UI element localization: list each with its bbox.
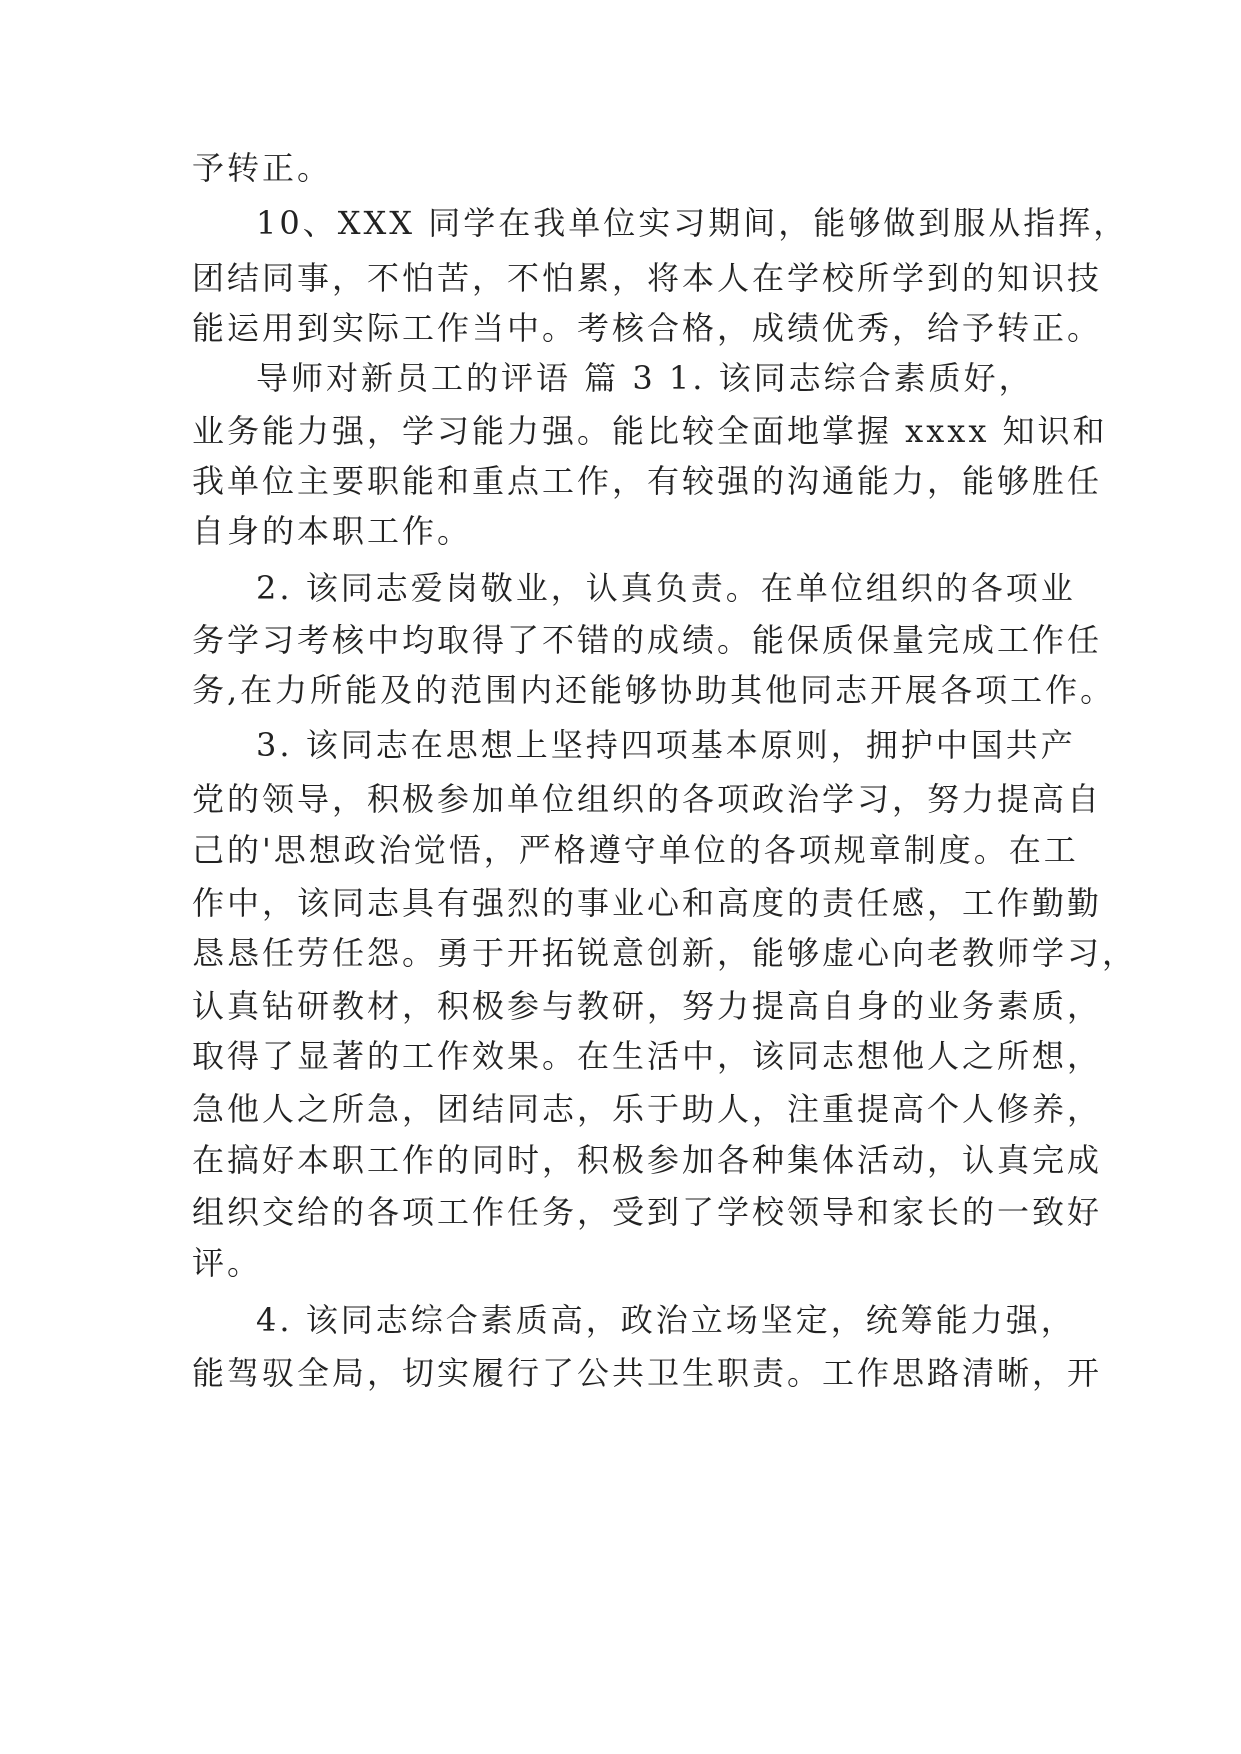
text-line: 团结同事，不怕苦，不怕累，将本人在学校所学到的知识技 [192,259,1103,297]
text-line: 恳恳任劳任怨。勇于开拓锐意创新，能够虚心向老教师学习， [192,934,1138,972]
text-line: 我单位主要职能和重点工作，有较强的沟通能力，能够胜任 [192,462,1103,500]
text-line: 作中，该同志具有强烈的事业心和高度的责任感，工作勤勤 [192,884,1103,922]
text-line: 予转正。 [192,149,333,187]
text-line: 能运用到实际工作当中。考核合格，成绩优秀，给予转正。 [192,309,1103,347]
text-line: 3. 该同志在思想上坚持四项基本原则，拥护中国共产 [256,726,1076,764]
text-line: 业务能力强，学习能力强。能比较全面地掌握 xxxx 知识和 [192,412,1108,450]
text-line: 务学习考核中均取得了不错的成绩。能保质保量完成工作任 [192,621,1103,659]
text-line: 认真钻研教材，积极参与教研，努力提高自身的业务素质， [192,987,1103,1025]
text-line: 自身的本职工作。 [192,512,473,550]
text-line: 10、XXX 同学在我单位实习期间，能够做到服从指挥， [256,204,1129,242]
text-line: 4. 该同志综合素质高，政治立场坚定，统筹能力强， [256,1301,1076,1339]
text-line: 导师对新员工的评语 篇 3 1. 该同志综合素质好， [256,359,1034,397]
text-line: 组织交给的各项工作任务，受到了学校领导和家长的一致好 [192,1193,1103,1231]
text-line: 在搞好本职工作的同时，积极参加各种集体活动，认真完成 [192,1141,1103,1179]
text-line: 2. 该同志爱岗敬业，认真负责。在单位组织的各项业 [256,569,1076,607]
text-line: 党的领导，积极参加单位组织的各项政治学习，努力提高自 [192,780,1103,818]
text-line: 己的'思想政治觉悟，严格遵守单位的各项规章制度。在工 [192,831,1079,869]
text-line: 能驾驭全局，切实履行了公共卫生职责。工作思路清晰，开 [192,1354,1103,1392]
text-line: 务,在力所能及的范围内还能够协助其他同志开展各项工作。 [192,671,1116,709]
text-line: 取得了显著的工作效果。在生活中，该同志想他人之所想， [192,1037,1103,1075]
text-line: 评。 [192,1244,263,1282]
text-line: 急他人之所急，团结同志，乐于助人，注重提高个人修养， [192,1090,1103,1128]
